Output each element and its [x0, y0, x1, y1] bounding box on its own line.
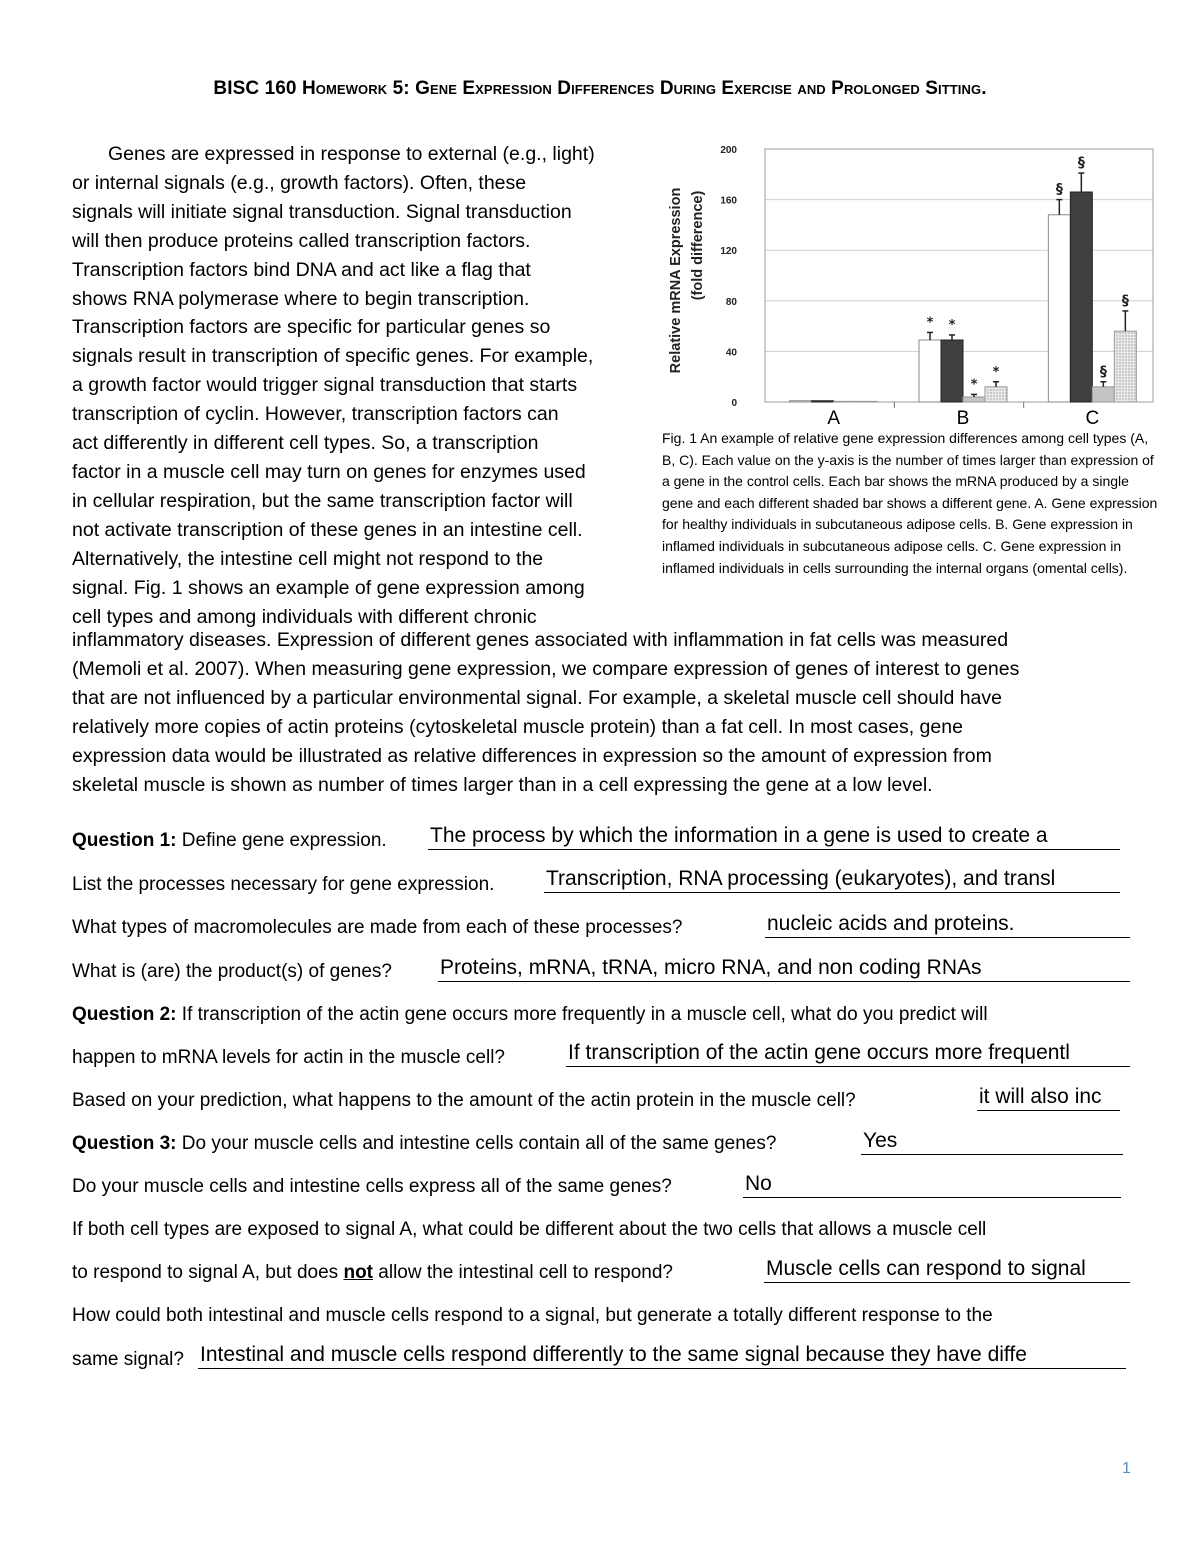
y-tick-label: 40	[725, 347, 737, 359]
page-number: 1	[1122, 1460, 1131, 1477]
paragraph-line: that are not influenced by a particular environmental signal. For example, a skeletal muscle cell should have	[72, 686, 1003, 709]
question-2-text: If transcription of the actin gene occurs more frequently in a muscle cell, what do you predict will	[176, 1004, 988, 1025]
intro-paragraph-bottom	[72, 626, 1132, 799]
bar	[1070, 192, 1092, 402]
x-category-label: B	[956, 408, 970, 429]
question-1-text: Define gene expression.	[176, 830, 387, 851]
paragraph-line: relatively more copies of actin proteins (cytoskeletal muscle protein) than a fat cell. In most cases, gene	[72, 715, 963, 738]
question-3c-text-a: to respond to signal A, but does	[72, 1262, 344, 1283]
paragraph-line: Genes are expressed in response to external (e.g., light)	[108, 143, 595, 165]
y-axis-label: Relative mRNA Expression	[668, 187, 684, 374]
paragraph-line: factor in a muscle cell may turn on genes for enzymes used	[72, 460, 586, 483]
answer-1d-products[interactable]: Proteins, mRNA, tRNA, micro RNA, and non coding RNAs	[438, 955, 1130, 982]
question-1b: List the processes necessary for gene expression.	[72, 874, 495, 895]
question-1	[72, 830, 387, 852]
bar	[941, 340, 963, 402]
paragraph-line: cell types and among individuals with different chronic	[72, 605, 537, 628]
paragraph-line: expression data would be illustrated as relative differences in expression so the amount of expression from	[72, 744, 992, 767]
paragraph-line: Alternatively, the intestine cell might not respond to the	[72, 547, 544, 570]
significance-mark: §	[1121, 292, 1129, 309]
question-3-text: Do your muscle cells and intestine cells contain all of the same genes?	[176, 1133, 777, 1154]
answer-3d-different-response[interactable]: Intestinal and muscle cells respond differently to the same signal because they have diffe	[198, 1342, 1126, 1369]
page-title: BISC 160 Homework 5: Gene Expression Differences During Exercise and Prolonged Sitting.	[213, 78, 987, 99]
question-1-label: Question 1:	[72, 830, 177, 851]
answer-3b-express-genes[interactable]: No	[743, 1171, 1121, 1198]
bar	[1114, 331, 1136, 402]
paragraph-line: skeletal muscle is shown as number of times larger than in a cell expressing the gene at a low level.	[72, 773, 933, 796]
paragraph-line: shows RNA polymerase where to begin transcription.	[72, 287, 530, 310]
paragraph-line: inflammatory diseases. Expression of different genes associated with inflammation in fat cells was measured	[72, 629, 1009, 651]
question-3c-text-b: allow the intestinal cell to respond?	[373, 1262, 673, 1283]
question-2-label: Question 2:	[72, 1004, 177, 1025]
intro-paragraph-top	[72, 140, 652, 631]
bar	[790, 401, 812, 402]
answer-3-same-genes[interactable]: Yes	[861, 1128, 1123, 1155]
bar	[856, 401, 878, 402]
paragraph-line: Transcription factors are specific for particular genes so	[72, 316, 551, 339]
y-tick-label: 160	[720, 195, 737, 207]
y-tick-label: 200	[720, 145, 737, 156]
x-category-label: A	[827, 408, 841, 429]
bar	[1092, 387, 1114, 402]
paragraph-line: in cellular respiration, but the same transcription factor will	[72, 489, 573, 512]
paragraph-line: signals will initiate signal transduction. Signal transduction	[72, 200, 572, 223]
y-axis-label-units: (fold difference)	[690, 190, 706, 301]
question-2b: Based on your prediction, what happens to the amount of the actin protein in the muscle cell?	[72, 1090, 856, 1111]
answer-1c-macromolecules[interactable]: nucleic acids and proteins.	[765, 911, 1130, 938]
bar	[834, 401, 856, 402]
paragraph-line: signals result in transcription of specific genes. For example,	[72, 345, 594, 368]
question-3d: How could both intestinal and muscle cells respond to a signal, but generate a totally different response to the	[72, 1305, 993, 1326]
significance-mark: *	[970, 377, 978, 393]
significance-mark: §	[1077, 155, 1085, 172]
paragraph-line: signal. Fig. 1 shows an example of gene expression among	[72, 576, 585, 599]
answer-1-define-gene-expression[interactable]: The process by which the information in a gene is used to create a	[428, 823, 1120, 850]
question-3c-not: not	[343, 1262, 374, 1283]
x-category-label: C	[1085, 408, 1100, 429]
y-tick-label: 120	[720, 246, 737, 258]
paragraph-line: Transcription factors bind DNA and act like a flag that	[72, 258, 531, 281]
paragraph-line: will then produce proteins called transcription factors.	[72, 229, 531, 252]
question-3d-line2: same signal?	[72, 1349, 184, 1370]
question-2-line2: happen to mRNA levels for actin in the muscle cell?	[72, 1047, 505, 1068]
paragraph-line: a growth factor would trigger signal transduction that starts	[72, 374, 578, 397]
question-1d: What is (are) the product(s) of genes?	[72, 961, 392, 982]
answer-2-mrna-levels[interactable]: If transcription of the actin gene occurs more frequentl	[566, 1040, 1130, 1067]
question-3c: If both cell types are exposed to signal A, what could be different about the two cells that allows a muscle cell	[72, 1219, 987, 1240]
significance-mark: §	[1099, 363, 1107, 380]
significance-mark: *	[948, 317, 956, 333]
question-3b: Do your muscle cells and intestine cells express all of the same genes?	[72, 1176, 672, 1197]
figure-1-chart	[660, 140, 1160, 432]
significance-mark: *	[926, 315, 934, 331]
bar	[985, 387, 1007, 402]
question-3c-line2	[72, 1262, 673, 1284]
answer-3c-signal-a[interactable]: Muscle cells can respond to signal	[764, 1256, 1130, 1283]
bar	[1048, 215, 1070, 402]
question-2	[72, 1004, 988, 1026]
significance-mark: §	[1055, 181, 1063, 198]
y-tick-label: 0	[731, 398, 737, 409]
figure-caption: Fig. 1 An example of relative gene expression differences among cell types (A, B, C). Each value on the y-axis is the number of times larger than expression of a gene in the control cells. Each bar shows the mRNA produced by a single gene and each different shaded bar shows a different gene. A. Gene expression for healthy individuals in subcutaneous adipose cells. B. Gene expression in inflamed individuals in subcutaneous adipose cells. C. Gene expression in inflamed individuals in cells surrounding the internal organs (omental cells).	[662, 430, 1158, 576]
bar	[919, 340, 941, 402]
paragraph-line: (Memoli et al. 2007). When measuring gene expression, we compare expression of genes of interest to genes	[72, 657, 1020, 680]
question-3	[72, 1133, 776, 1155]
question-1c: What types of macromolecules are made from each of these processes?	[72, 917, 683, 938]
significance-mark: *	[992, 364, 1000, 380]
bar	[963, 397, 985, 402]
paragraph-line: transcription of cyclin. However, transcription factors can	[72, 403, 559, 426]
answer-1b-processes[interactable]: Transcription, RNA processing (eukaryotes), and transl	[544, 866, 1120, 893]
paragraph-line: act differently in different cell types. So, a transcription	[72, 432, 539, 455]
bar	[812, 401, 834, 402]
paragraph-line: not activate transcription of these genes in an intestine cell.	[72, 518, 583, 541]
y-tick-label: 80	[725, 296, 737, 308]
paragraph-line: or internal signals (e.g., growth factors). Often, these	[72, 171, 527, 194]
question-3-label: Question 3:	[72, 1133, 177, 1154]
bar-chart	[660, 140, 1160, 432]
answer-2b-actin-protein[interactable]: it will also inc	[977, 1084, 1120, 1111]
